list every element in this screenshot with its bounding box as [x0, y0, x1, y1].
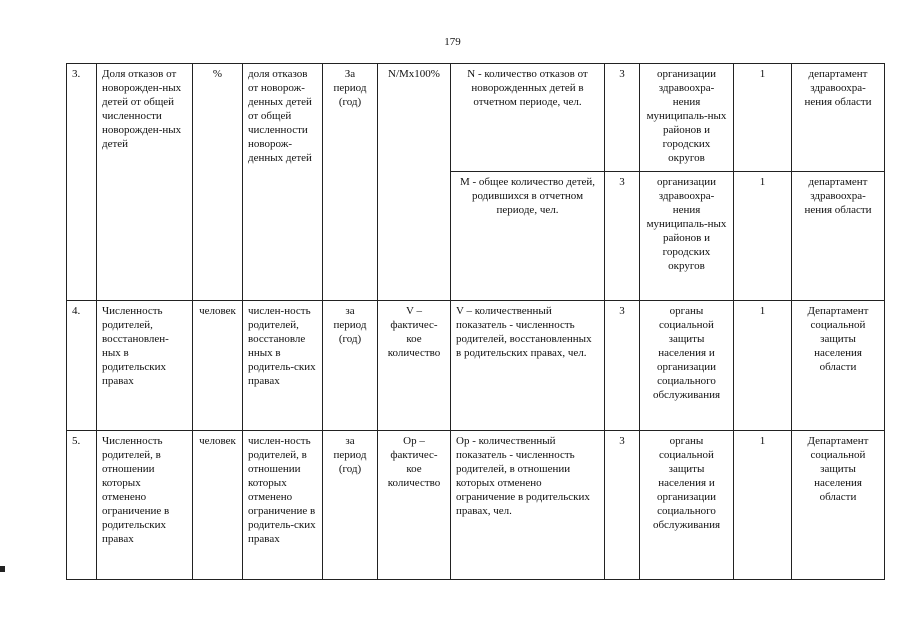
frequency: 1: [734, 64, 792, 172]
indicator-name: Численность родителей, восстановлен-ных в родительских правах: [97, 301, 193, 431]
period: За период (год): [323, 64, 378, 301]
collection-method: 3: [605, 301, 640, 431]
table-row: [67, 301, 885, 431]
table-row: [67, 431, 885, 580]
indicator-name: Численность родителей, в отношении которых отменено ограничение в родительских правах: [97, 431, 193, 580]
data-source: органы социальной защиты населения и организации социального обслуживания: [640, 301, 734, 431]
formula: V – фактичес-кое количество: [378, 301, 451, 431]
data-source: организации здравоохра-нения муниципаль-ных районов и городских округов: [640, 64, 734, 172]
frequency: 1: [734, 172, 792, 301]
definition: числен-ность родителей, в отношении которых отменено ограничение в родитель-ских правах: [243, 431, 323, 580]
variable-description: Ор - количественный показатель - численность родителей, в отношении которых отменено ограничение в родительских правах, чел.: [451, 431, 605, 580]
responsible: Департамент социальной защиты населения области: [792, 301, 885, 431]
definition: числен-ность родителей, восстановле нных в родитель-ских правах: [243, 301, 323, 431]
collection-method: 3: [605, 172, 640, 301]
collection-method: 3: [605, 431, 640, 580]
row-number: 3.: [67, 64, 97, 301]
frequency: 1: [734, 301, 792, 431]
period: за период (год): [323, 431, 378, 580]
variable-description: М - общее количество детей, родившихся в отчетном периоде, чел.: [451, 172, 605, 301]
responsible: департамент здравоохра-нения области: [792, 64, 885, 172]
unit: человек: [193, 301, 243, 431]
row-number: 4.: [67, 301, 97, 431]
responsible: департамент здравоохра-нения области: [792, 172, 885, 301]
period: за период (год): [323, 301, 378, 431]
collection-method: 3: [605, 64, 640, 172]
row-number: 5.: [67, 431, 97, 580]
table-row: [67, 64, 885, 172]
variable-description: N - количество отказов от новорожденных детей в отчетном периоде, чел.: [451, 64, 605, 172]
unit: %: [193, 64, 243, 301]
variable-description: V – количественный показатель - численность родителей, восстановленных в родительских правах, чел.: [451, 301, 605, 431]
formula: N/Mx100%: [378, 64, 451, 301]
data-source: органы социальной защиты населения и организации социального обслуживания: [640, 431, 734, 580]
definition: доля отказов от новорож-денных детей от общей численности новорож-денных детей: [243, 64, 323, 301]
margin-mark: [0, 566, 5, 572]
unit: человек: [193, 431, 243, 580]
page-number: 179: [444, 36, 461, 48]
indicators-table: [66, 63, 885, 580]
data-source: организации здравоохра-нения муниципаль-ных районов и городских округов: [640, 172, 734, 301]
responsible: Департамент социальной защиты населения области: [792, 431, 885, 580]
indicator-name: Доля отказов от новорожден-ных детей от общей численности новорожден-ных детей: [97, 64, 193, 301]
frequency: 1: [734, 431, 792, 580]
formula: Ор – фактичес-кое количество: [378, 431, 451, 580]
